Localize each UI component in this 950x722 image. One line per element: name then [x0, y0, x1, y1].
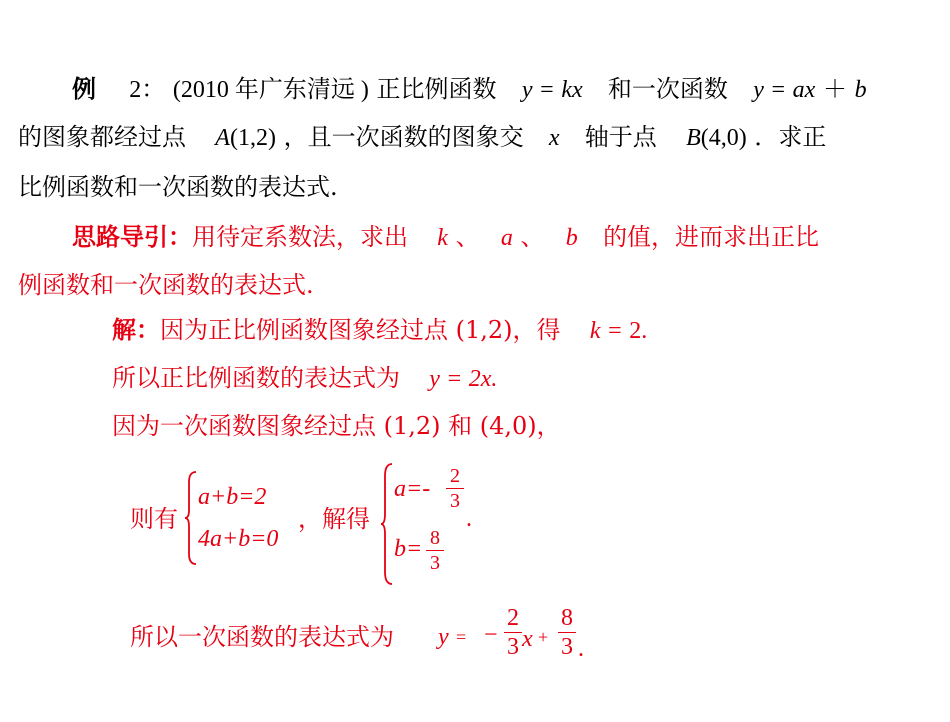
point-label: A — [215, 125, 230, 151]
eq-sign: = — [456, 627, 467, 647]
solution-text: 因为一次函数图象经过点 (1,2) 和 (4,0)， — [112, 412, 561, 440]
left-brace-2 — [380, 462, 394, 586]
period: . — [466, 506, 472, 532]
hint-text: 用待定系数法，求出 — [192, 223, 408, 251]
problem-text: 比例函数和一次函数的表达式. — [18, 173, 338, 201]
hint-sep: 、 — [520, 223, 545, 251]
hint-var: a — [500, 225, 513, 251]
hint-label: 思路导引： — [72, 222, 192, 251]
solution-a: a=- — [394, 476, 431, 502]
solution-line-1 — [112, 315, 647, 346]
hint-text: 的值，进而求出正比 — [603, 223, 820, 251]
problem-text: 正比例函数 — [376, 75, 497, 103]
hint-line-2 — [18, 270, 314, 300]
problem-text: 轴于点 — [584, 123, 657, 151]
left-brace-1 — [184, 470, 198, 566]
eq-var: y — [753, 77, 764, 103]
problem-text: 的图象都经过点 — [18, 123, 186, 151]
eq-sign: = — [771, 77, 786, 103]
fraction-denominator: 3 — [558, 632, 576, 661]
solution-var: y — [429, 366, 440, 392]
example-number: 2： — [129, 77, 166, 103]
solution-value: 2x. — [468, 366, 498, 392]
fraction-numerator: 8 — [430, 527, 440, 549]
hint-line-1 — [72, 222, 819, 253]
problem-text: ，且一次函数的图象交 — [283, 123, 524, 151]
problem-line-1 — [72, 74, 867, 105]
source-note: (2010 年广东清远 ) — [172, 77, 369, 103]
period: . — [578, 636, 584, 662]
solution-line-3 — [112, 411, 561, 441]
fraction-b — [426, 526, 444, 575]
solve-label: ，解得 — [298, 505, 370, 533]
fraction-denominator: 3 — [426, 550, 444, 575]
point-coord: (1,2) — [229, 125, 276, 151]
fraction-2 — [558, 604, 576, 661]
fraction-numerator: 2 — [450, 465, 460, 487]
problem-line-3 — [18, 172, 338, 202]
fraction-a — [446, 464, 464, 513]
eq-sign: = — [608, 318, 622, 344]
axis-var: x — [548, 125, 560, 151]
eq-var: b — [854, 77, 867, 103]
solution-var: y — [438, 624, 449, 650]
fraction-denominator: 3 — [504, 632, 522, 661]
example-label: 例 — [72, 74, 96, 103]
solution-value: 2. — [629, 318, 648, 344]
fraction-denominator: 3 — [446, 488, 464, 513]
solution-line-2 — [112, 363, 497, 394]
fraction-numerator: 2 — [507, 605, 519, 631]
solution-text: 因为正比例函数图象经过点 (1,2)，得 — [160, 316, 561, 344]
problem-text: ．求正 — [754, 123, 827, 151]
eq-var: y — [521, 77, 533, 103]
solution-b: b= — [394, 536, 423, 562]
problem-text: 和一次函数 — [607, 75, 728, 103]
fraction-numerator: 8 — [561, 605, 573, 631]
minus-sign: − — [484, 622, 498, 648]
hint-var: k — [437, 225, 448, 251]
system-1-row-2: 4a+b=0 — [198, 526, 279, 552]
solution-text: 所以一次函数的表达式为 — [130, 623, 394, 651]
eq-var: ax — [792, 77, 816, 103]
plus-sign: + — [538, 627, 549, 647]
solution-var: k — [589, 318, 601, 344]
eq-var: kx — [561, 77, 583, 103]
eq-sign: = — [447, 366, 462, 392]
hint-sep: 、 — [455, 223, 480, 251]
solution-label: 解： — [112, 315, 160, 344]
hint-text: 例函数和一次函数的表达式. — [18, 271, 314, 299]
solution-var: x — [522, 626, 533, 652]
point-label: B — [686, 125, 701, 151]
fraction-1 — [504, 604, 522, 661]
hint-var: b — [565, 225, 578, 251]
solution-text: 所以正比例函数的表达式为 — [112, 364, 400, 392]
eq-sign: = — [540, 77, 554, 103]
system-1-row-1: a+b=2 — [198, 484, 267, 510]
problem-line-2 — [18, 122, 826, 153]
eq-sign: ＋ — [822, 77, 847, 103]
point-coord: (4,0) — [700, 125, 747, 151]
then-label: 则有 — [130, 505, 178, 533]
